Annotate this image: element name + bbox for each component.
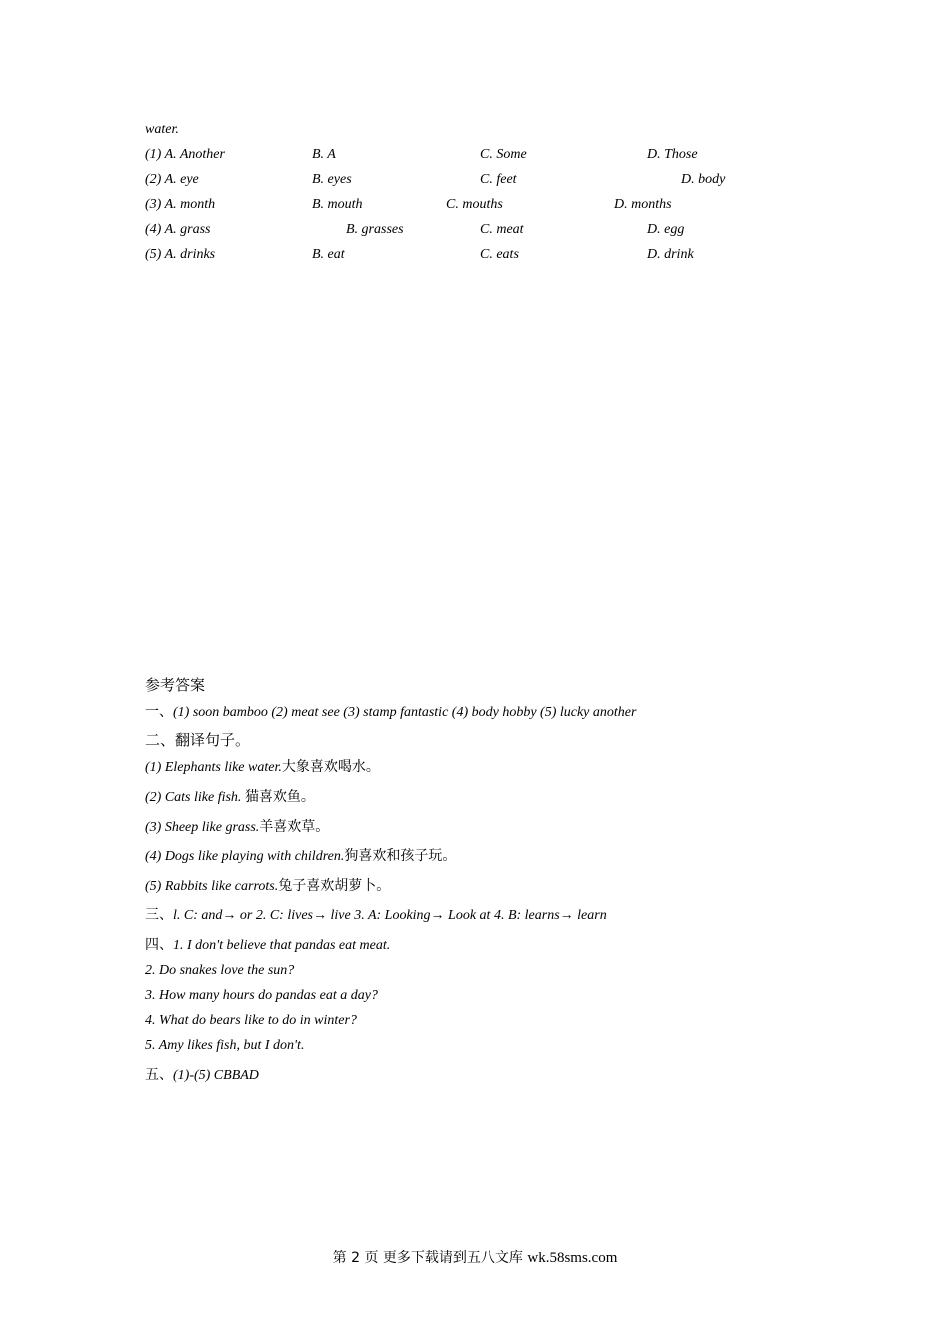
translation-zh: 大象喜欢喝水。 bbox=[281, 759, 380, 775]
translation-zh: 狗喜欢和孩子玩。 bbox=[344, 848, 457, 864]
translation-zh: 猫喜欢鱼。 bbox=[244, 789, 315, 805]
option-b: B. eat bbox=[312, 247, 345, 262]
option-c: C. meat bbox=[480, 222, 524, 237]
section-prefix: 一、 bbox=[145, 704, 173, 720]
translation-item bbox=[145, 876, 390, 896]
translation-item bbox=[145, 846, 456, 866]
sentence-item: 5. Amy likes fish, but I don't. bbox=[145, 1038, 305, 1053]
sentence-item: 1. I don't believe that pandas eat meat. bbox=[173, 938, 391, 953]
translation-en: (4) Dogs like playing with children. bbox=[145, 849, 345, 864]
footer-site-link[interactable]: wk.58sms.com bbox=[527, 1250, 618, 1266]
option-b: B. A bbox=[312, 147, 336, 162]
option-b: B. mouth bbox=[312, 197, 363, 212]
translation-en: (5) Rabbits like carrots. bbox=[145, 879, 279, 894]
translation-en: (2) Cats like fish. bbox=[145, 790, 245, 805]
section-text: (1) soon bamboo (2) meat see (3) stamp fantastic (4) body hobby (5) lucky another bbox=[173, 705, 637, 720]
option-c: C. feet bbox=[480, 172, 517, 187]
option-c: C. Some bbox=[480, 147, 527, 162]
option-d: D. months bbox=[614, 197, 672, 212]
option-a: (5) A. drinks bbox=[145, 247, 216, 262]
translation-zh: 兔子喜欢胡萝卜。 bbox=[278, 878, 391, 894]
section-prefix: 四、 bbox=[145, 937, 173, 953]
option-d: D. Those bbox=[647, 147, 698, 162]
option-a: (1) A. Another bbox=[145, 147, 225, 162]
answer-section-2-title: 二、翻译句子。 bbox=[145, 731, 251, 749]
option-b: B. eyes bbox=[312, 172, 352, 187]
answer-section-4 bbox=[145, 935, 390, 955]
translation-en: (3) Sheep like grass. bbox=[145, 820, 260, 835]
option-d: D. body bbox=[681, 172, 726, 187]
section-text: (1)-(5) CBBAD bbox=[173, 1068, 259, 1083]
option-d: D. egg bbox=[647, 222, 685, 237]
section-text: l. C: and→ or 2. C: lives→ live 3. A: Looking→ Look at 4. B: learns→ learn bbox=[173, 908, 607, 923]
answer-section-3 bbox=[145, 905, 607, 925]
option-c: C. eats bbox=[480, 247, 519, 262]
sentence-item: 4. What do bears like to do in winter? bbox=[145, 1013, 357, 1028]
option-d: D. drink bbox=[647, 247, 694, 262]
translation-zh: 羊喜欢草。 bbox=[259, 819, 330, 835]
answer-title: 参考答案 bbox=[145, 676, 206, 694]
option-a: (3) A. month bbox=[145, 197, 216, 212]
translation-en: (1) Elephants like water. bbox=[145, 760, 282, 775]
translation-item bbox=[145, 817, 329, 837]
section-prefix: 三、 bbox=[145, 907, 173, 923]
option-b: B. grasses bbox=[346, 222, 404, 237]
translation-item bbox=[145, 787, 315, 807]
option-a: (2) A. eye bbox=[145, 172, 199, 187]
sentence-item: 2. Do snakes love the sun? bbox=[145, 963, 295, 978]
question-tail: water. bbox=[145, 122, 179, 137]
answer-section-5 bbox=[145, 1065, 259, 1085]
option-a: (4) A. grass bbox=[145, 222, 211, 237]
sentence-item: 3. How many hours do pandas eat a day? bbox=[145, 988, 378, 1003]
translation-item bbox=[145, 757, 380, 777]
footer-text: 第 2 页 更多下载请到五八文库 bbox=[332, 1250, 528, 1266]
page-footer bbox=[0, 1247, 950, 1267]
section-prefix: 五、 bbox=[145, 1067, 173, 1083]
option-c: C. mouths bbox=[446, 197, 503, 212]
answer-section-1 bbox=[145, 702, 636, 722]
